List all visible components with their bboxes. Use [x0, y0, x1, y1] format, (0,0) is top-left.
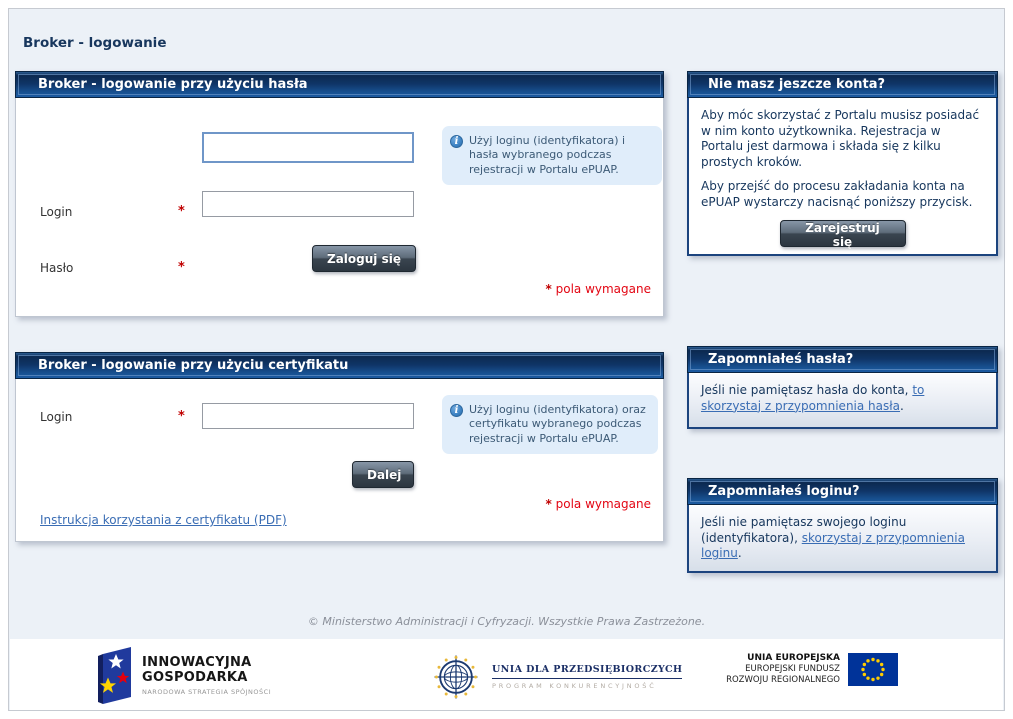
next-button[interactable]: Dalej	[352, 461, 414, 488]
logo-text-line: UNIA DLA PRZEDSIĘBIORCZYCH	[492, 664, 682, 679]
unia-dla-przedsiebiorczych-emblem-icon	[428, 649, 484, 705]
forgot-password-text-suffix: .	[900, 398, 904, 413]
password-panel-login-input[interactable]	[202, 132, 414, 163]
unia-europejska-text	[716, 653, 840, 686]
password-panel-password-required-asterisk: *	[178, 260, 185, 275]
info-icon: i	[450, 404, 463, 417]
required-note-asterisk: *	[545, 497, 552, 511]
certificate-instruction-link[interactable]: Instrukcja korzystania z certyfikatu (PDF)	[40, 513, 287, 527]
password-panel-password-input[interactable]	[202, 191, 414, 217]
password-panel-login-required-asterisk: *	[178, 204, 185, 219]
page-title: Broker - logowanie	[23, 35, 167, 51]
register-panel-title: Nie masz jeszcze konta?	[708, 77, 886, 92]
register-panel-body	[689, 99, 996, 254]
login-button[interactable]: Zaloguj się	[312, 245, 416, 272]
register-panel	[687, 71, 998, 256]
logo-text-line: EUROPEJSKI FUNDUSZ	[745, 664, 840, 674]
login-reminder-link[interactable]: skorzystaj z przypomnienia loginu	[701, 530, 965, 561]
forgot-login-panel-title: Zapomniałeś loginu?	[708, 484, 860, 499]
forgot-password-panel-body	[689, 374, 996, 427]
register-paragraph-2: Aby przejść do procesu zakładania konta na ePUAP wystarczy nacisnąć poniższy przycisk.	[701, 179, 973, 209]
password-panel-required-note	[546, 282, 652, 296]
forgot-login-text-suffix: .	[737, 546, 742, 561]
logo-text-line: PROGRAM KONKURENCYJNOŚĆ	[492, 682, 657, 690]
password-panel-login-label: Login	[40, 205, 73, 219]
logo-text-line: NARODOWA STRATEGIA SPÓJNOŚCI	[142, 687, 272, 696]
forgot-password-panel	[687, 346, 998, 429]
logo-text-line: ROZWOJU REGIONALNEGO	[726, 675, 840, 685]
forgot-password-panel-header	[687, 346, 998, 373]
logos-band	[10, 639, 1003, 710]
certificate-panel-title: Broker - logowanie przy użyciu certyfikatu	[38, 358, 349, 373]
copyright-text: © Ministerstwo Administracji i Cyfryzacji. Wszystkie Prawa Zastrzeżone.	[307, 615, 706, 628]
password-login-panel	[15, 71, 664, 317]
password-panel-info-box	[442, 126, 662, 185]
certificate-login-panel	[15, 352, 664, 542]
certificate-panel-info-text: Użyj loginu (identyfikatora) oraz certyfikatu wybranego podczas rejestracji w Portalu ePUAP.	[469, 403, 646, 445]
certificate-panel-info-box	[442, 395, 658, 454]
innowacyjna-gospodarka-flag-icon	[94, 645, 134, 705]
innowacyjna-gospodarka-text	[142, 655, 271, 696]
required-note-text: pola wymagane	[555, 497, 651, 511]
content-area	[8, 8, 1005, 711]
forgot-login-text: Jeśli nie pamiętasz swojego loginu (identyfikatora),	[701, 515, 907, 545]
innowacyjna-gospodarka-logo	[94, 645, 271, 705]
password-reminder-link[interactable]: to skorzystaj z przypomnienia hasła	[701, 383, 925, 413]
required-note-text: pola wymagane	[555, 282, 651, 296]
forgot-login-panel-header	[687, 478, 998, 505]
certificate-panel-header	[15, 352, 664, 379]
password-panel-header	[15, 71, 664, 98]
password-panel-password-label: Hasło	[40, 261, 74, 275]
register-button[interactable]: Zarejestruj się	[780, 220, 906, 247]
logo-text-line: UNIA EUROPEJSKA	[747, 653, 840, 663]
certificate-panel-login-label: Login	[40, 410, 73, 424]
forgot-login-panel-body	[689, 506, 996, 571]
logo-text-line: INNOWACYJNA	[142, 654, 252, 670]
certificate-panel-login-required-asterisk: *	[178, 409, 185, 424]
forgot-password-panel-title: Zapomniałeś hasła?	[708, 352, 854, 367]
register-paragraph-1: Aby móc skorzystać z Portalu musisz posiadać w nim konto użytkownika. Rejestracja w Portalu jest darmowa i składa się z kilku prostych kroków.	[701, 108, 980, 169]
eu-flag-icon	[848, 653, 898, 686]
unia-dla-przedsiebiorczych-text	[492, 664, 682, 690]
password-panel-info-text: Użyj loginu (identyfikatora) i hasła wybranego podczas rejestracji w Portalu ePUAP.	[469, 134, 626, 176]
forgot-login-panel	[687, 478, 998, 573]
forgot-password-text: Jeśli nie pamiętasz hasła do konta,	[701, 383, 913, 397]
unia-europejska-logo	[716, 653, 898, 686]
password-panel-title: Broker - logowanie przy użyciu hasła	[38, 77, 308, 92]
logo-text-line: GOSPODARKA	[142, 669, 248, 685]
certificate-panel-login-input[interactable]	[202, 403, 414, 429]
required-note-asterisk: *	[545, 282, 552, 296]
unia-dla-przedsiebiorczych-logo	[428, 649, 682, 705]
info-icon: i	[450, 135, 463, 148]
register-panel-header	[687, 71, 998, 98]
certificate-panel-required-note	[546, 497, 652, 511]
